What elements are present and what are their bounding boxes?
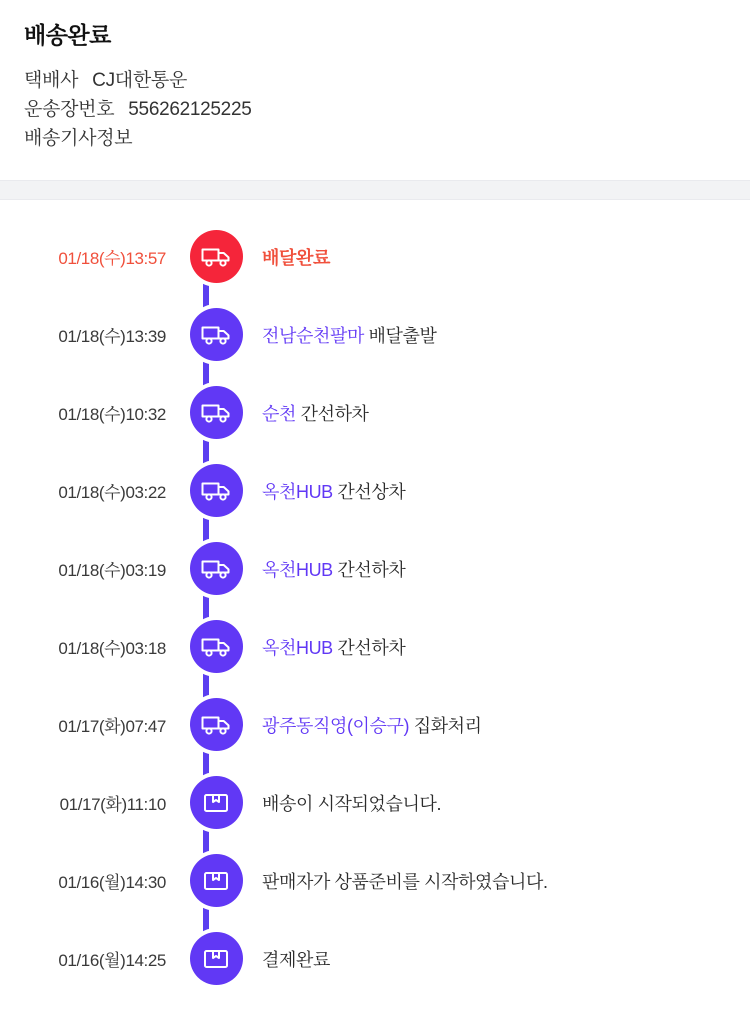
step-location: 순천 <box>262 403 296 424</box>
timeline-step <box>0 374 750 452</box>
box-icon <box>190 932 243 985</box>
step-timestamp: 01/17(화)11:10 <box>59 795 166 815</box>
step-description <box>256 790 750 816</box>
step-badge-cell <box>176 230 256 283</box>
step-badge-cell <box>176 542 256 595</box>
box-icon <box>190 776 243 829</box>
timeline-step <box>0 842 750 920</box>
timeline-steps <box>0 218 750 998</box>
step-timestamp: 01/16(월)14:25 <box>58 951 166 971</box>
truck-icon <box>190 620 243 673</box>
truck-icon <box>190 542 243 595</box>
truck-icon <box>190 464 243 517</box>
step-description <box>256 712 750 738</box>
delivery-header <box>0 0 750 180</box>
step-badge-cell <box>176 386 256 439</box>
step-location: 광주동직영(이승구) <box>262 715 410 736</box>
step-description <box>256 868 750 894</box>
step-badge-cell <box>176 620 256 673</box>
box-icon <box>190 854 243 907</box>
step-badge-cell <box>176 776 256 829</box>
step-location: 옥천HUB <box>262 481 333 502</box>
step-location: 옥천HUB <box>262 559 333 580</box>
tracking-number-label: 운송장번호 <box>24 99 115 121</box>
step-badge-cell <box>176 308 256 361</box>
timeline-step <box>0 452 750 530</box>
step-badge-cell <box>176 464 256 517</box>
step-description <box>256 556 750 582</box>
step-timestamp: 01/18(수)03:19 <box>58 561 166 581</box>
step-status: 간선하차 <box>337 559 406 580</box>
tracking-number-row <box>24 95 726 124</box>
delivery-timeline <box>0 200 750 998</box>
step-description <box>256 946 750 972</box>
carrier-value: CJ대한통운 <box>92 69 188 91</box>
carrier-label: 택배사 <box>24 69 79 91</box>
step-description <box>256 634 750 660</box>
step-badge-cell <box>176 854 256 907</box>
timeline-step <box>0 920 750 998</box>
carrier-row <box>24 66 726 95</box>
driver-info-label[interactable]: 배송기사정보 <box>24 128 133 150</box>
step-status: 배달출발 <box>368 325 437 346</box>
truck-icon <box>190 698 243 751</box>
step-location: 전남순천팔마 <box>262 325 364 346</box>
step-status: 간선하차 <box>300 403 369 424</box>
timeline-step <box>0 296 750 374</box>
step-timestamp: 01/18(수)10:32 <box>58 405 166 425</box>
step-badge-cell <box>176 932 256 985</box>
step-timestamp: 01/17(화)07:47 <box>58 717 166 737</box>
truck-icon <box>190 308 243 361</box>
step-timestamp: 01/16(월)14:30 <box>58 873 166 893</box>
step-description <box>256 244 750 270</box>
step-status: 결제완료 <box>262 949 330 970</box>
page-title: 배송완료 <box>24 22 111 48</box>
step-location: 옥천HUB <box>262 637 333 658</box>
step-description <box>256 322 750 348</box>
step-timestamp: 01/18(수)03:22 <box>58 483 166 503</box>
step-status: 배송이 시작되었습니다. <box>262 793 442 814</box>
step-status: 간선하차 <box>337 637 406 658</box>
step-badge-cell <box>176 698 256 751</box>
step-status: 집화처리 <box>413 715 482 736</box>
timeline-step <box>0 686 750 764</box>
step-timestamp: 01/18(수)13:57 <box>58 249 166 269</box>
step-status: 간선상차 <box>337 481 406 502</box>
step-status: 판매자가 상품준비를 시작하였습니다. <box>262 871 548 892</box>
truck-icon <box>190 386 243 439</box>
step-status: 배달완료 <box>262 247 330 268</box>
step-timestamp: 01/18(수)13:39 <box>58 327 166 347</box>
tracking-number-value: 556262125225 <box>128 99 252 121</box>
truck-icon <box>190 230 243 283</box>
section-divider <box>0 180 750 200</box>
timeline-step <box>0 530 750 608</box>
timeline-step <box>0 608 750 686</box>
timeline-step <box>0 764 750 842</box>
timeline-step <box>0 218 750 296</box>
step-description <box>256 478 750 504</box>
step-description <box>256 400 750 426</box>
step-timestamp: 01/18(수)03:18 <box>58 639 166 659</box>
